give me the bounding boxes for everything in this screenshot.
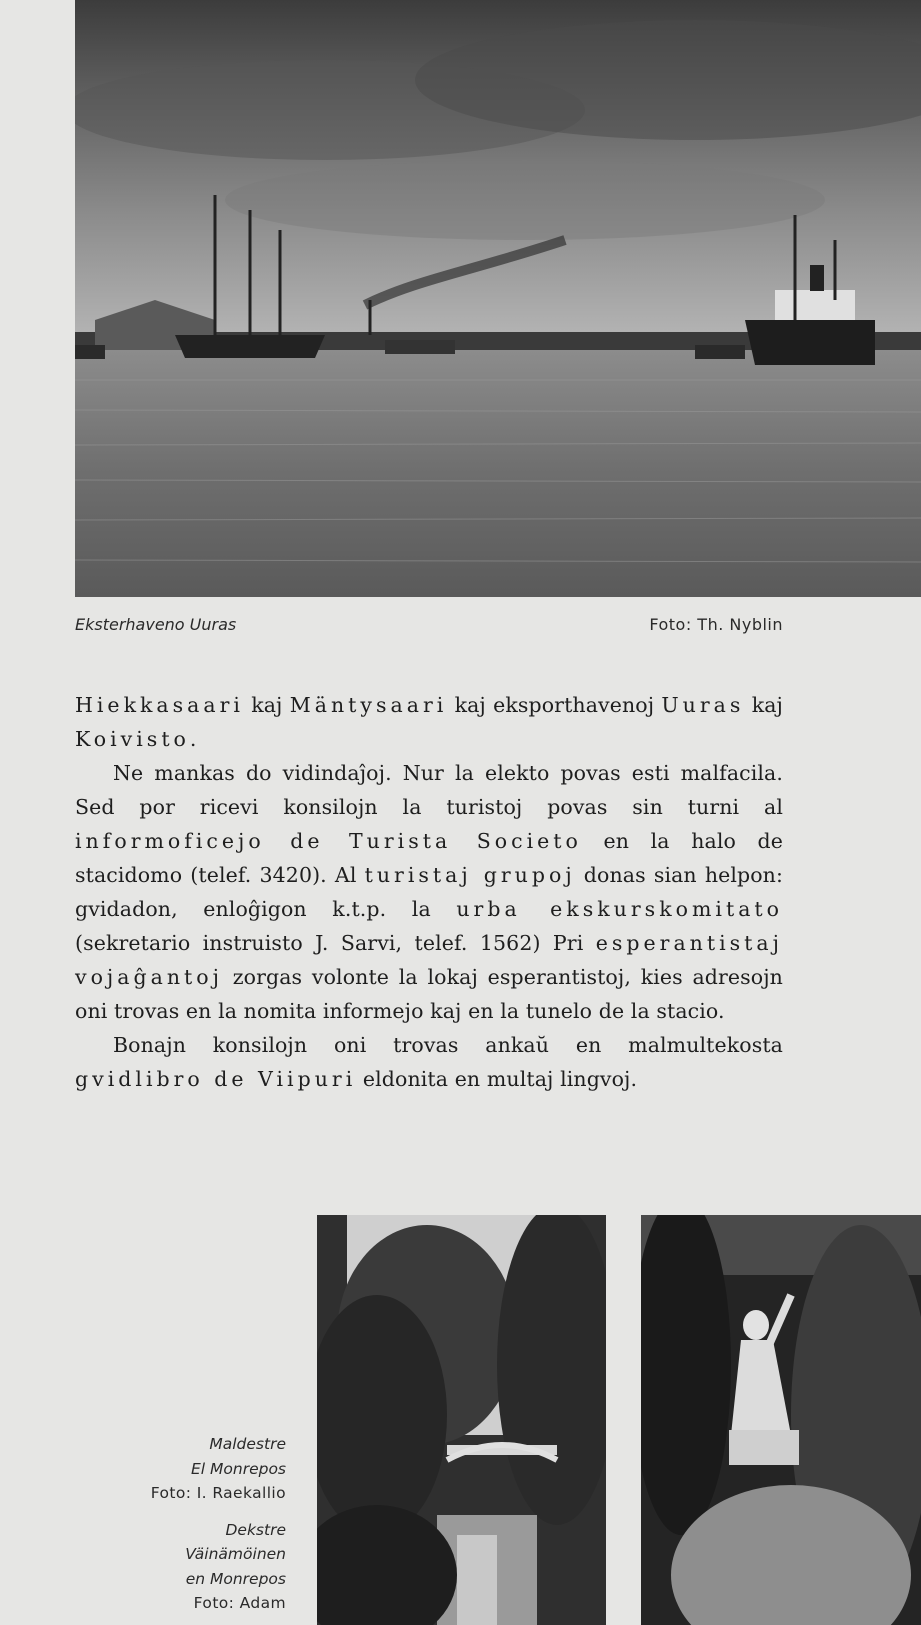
text-run: kaj eksporthavenoj: [447, 693, 662, 717]
paragraph-1: [75, 688, 783, 756]
right-photo-label: Dekstre: [225, 1520, 286, 1539]
spaced-term: Mäntysaari: [289, 693, 448, 717]
text-run: kaj: [744, 693, 783, 717]
left-photo-credit: Foto: I. Raekallio: [150, 1484, 286, 1502]
spaced-term: urba ekskurskomitato: [456, 897, 783, 921]
caption-gap: [60, 1506, 286, 1518]
paragraph-3: [75, 1028, 783, 1096]
paragraph-2: [75, 756, 783, 1028]
right-photo-credit: Foto: Adam: [193, 1594, 286, 1612]
photo-captions: [60, 1432, 286, 1616]
spaced-term: Uuras: [661, 693, 745, 717]
text-run: donas sian helpon: gvidadon, enloĝigon k.t.p. la: [75, 863, 783, 921]
left-photo-label: Maldestre: [209, 1435, 286, 1453]
text-run: (sekretario instruisto J. Sarvi, telef. 1562) Pri: [75, 931, 596, 955]
harbor-caption-title: Eksterhaveno Uuras: [75, 615, 237, 634]
text-run: eldonita en multaj lingvoj.: [356, 1067, 638, 1091]
harbor-caption-credit: Foto: Th. Nyblin: [649, 615, 783, 634]
right-photo-subject: Väinämöinen: [185, 1545, 286, 1563]
text-run: en la halo de stacidomo (telef. 3420). Al: [75, 829, 783, 887]
spaced-term: gvidlibro de Viipuri: [75, 1067, 357, 1091]
spaced-term: informoficejo de Turista Societo: [75, 829, 582, 853]
spaced-term: turistaj grupoj: [364, 863, 576, 887]
text-run: .: [189, 727, 197, 751]
spaced-term: esperantistaj vojaĝantoj: [75, 931, 783, 989]
article-body: [75, 688, 783, 1096]
right-photo-place: en Monrepos: [185, 1569, 286, 1588]
harbor-photo: [75, 0, 921, 597]
text-run: Ne mankas do vidindaĵoj. Nur la elekto povas esti malfacila. Sed por ricevi konsilojn la turistoj povas sin turni al: [75, 761, 783, 819]
spaced-term: Hiekkasaari: [75, 693, 244, 717]
text-run: kaj: [243, 693, 290, 717]
spaced-term: Koivisto: [75, 727, 190, 751]
left-photo-place: El Monrepos: [190, 1459, 286, 1478]
text-run: Bonajn konsilojn oni trovas ankaŭ en malmultekosta: [113, 1033, 783, 1057]
text-run: zorgas volonte la lokaj esperantistoj, kies adresojn oni trovas en la nomita informejo kaj en la tunelo de la stacio.: [75, 965, 783, 1023]
park-photo: [317, 1215, 606, 1625]
statue-photo: [641, 1215, 921, 1625]
